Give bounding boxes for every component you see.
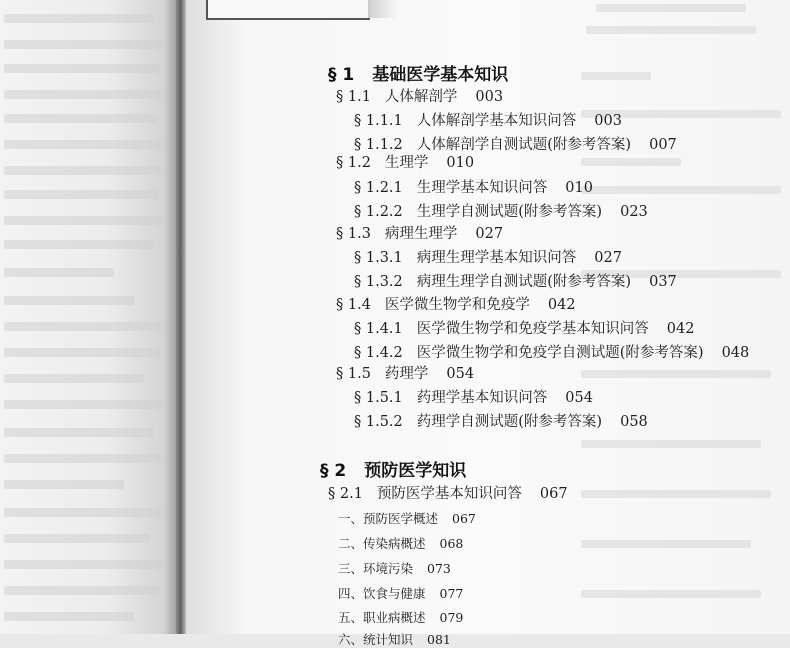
right-page [186,0,790,647]
bleed-text [581,590,761,598]
toc-entry: 四、饮食与健康 077 [338,586,464,601]
bleed-text [586,26,756,34]
bleed-text [4,400,164,409]
toc-entry: 三、环境污染 073 [338,561,451,576]
bleed-text [4,240,154,249]
section-number: § 2 [320,461,347,481]
bleed-text [581,72,651,80]
toc-entry: 一、预防医学概述 067 [338,511,476,526]
bleed-text [4,216,164,225]
toc-entry: § 1.3.1 病理生理学基本知识问答 027 [354,250,622,266]
bleed-text [4,140,164,149]
toc-entry: § 1.3.2 病理生理学自测试题(附参考答案) 037 [354,274,677,290]
toc-entry: 六、统计知识 081 [338,632,451,647]
bleed-text [581,158,681,166]
toc-entry: § 1.1 人体解剖学 003 [336,89,504,105]
bleed-text [4,560,164,569]
section-number: § 1 [328,65,355,85]
bleed-text [4,480,124,489]
bleed-text [4,534,150,543]
bleed-text [4,428,154,437]
bleed-text [581,186,781,194]
toc-entry: § 1.4.1 医学微生物学和免疫学基本知识问答 042 [354,321,695,337]
toc-entry: 二、传染病概述 068 [338,536,464,551]
bleed-text [581,370,771,378]
bleed-text [4,374,144,383]
book-spine-gutter [176,0,186,634]
bleed-text [4,90,164,99]
bleed-text [4,348,160,357]
section-title: 预防医学知识 [364,461,467,481]
previous-page-box [206,0,370,20]
section-heading-1 [328,60,508,85]
toc-entry: § 2.1 预防医学基本知识问答 067 [328,486,568,502]
bleed-text [4,166,162,175]
bleed-text [4,114,156,123]
bleed-text [4,296,134,305]
bleed-text [4,40,164,49]
bleed-text [4,268,114,277]
toc-entry: § 1.5.1 药理学基本知识问答 054 [354,390,593,406]
bleed-text [4,64,160,73]
toc-entry: § 1.3 病理生理学 027 [336,226,504,242]
toc-entry: § 1.1.2 人体解剖学自测试题(附参考答案) 007 [354,137,677,153]
bleed-text [4,14,154,23]
toc-entry: § 1.4 医学微生物学和免疫学 042 [336,297,576,313]
toc-entry: § 1.2 生理学 010 [336,155,475,171]
toc-entry: § 1.4.2 医学微生物学和免疫学自测试题(附参考答案) 048 [354,345,750,361]
bleed-text [4,612,134,621]
bleed-text [4,322,164,331]
toc-entry: § 1.2.1 生理学基本知识问答 010 [354,180,593,196]
toc-entry: § 1.5.2 药理学自测试题(附参考答案) 058 [354,414,648,430]
bleed-text [581,440,761,448]
toc-entry: § 1.2.2 生理学自测试题(附参考答案) 023 [354,204,648,220]
bleed-text [596,4,746,12]
bleed-text [581,490,771,498]
toc-entry: § 1.5 药理学 054 [336,366,475,382]
section-heading-2 [320,456,466,481]
section-title: 基础医学基本知识 [372,65,509,85]
bleed-text [4,586,159,595]
toc-entry: § 1.1.1 人体解剖学基本知识问答 003 [354,113,622,129]
bleed-text [581,540,751,548]
toc-entry: 五、职业病概述 079 [338,610,464,625]
left-page [0,0,178,634]
bleed-text [4,190,158,199]
bleed-text [4,508,164,517]
bleed-text [4,454,162,463]
